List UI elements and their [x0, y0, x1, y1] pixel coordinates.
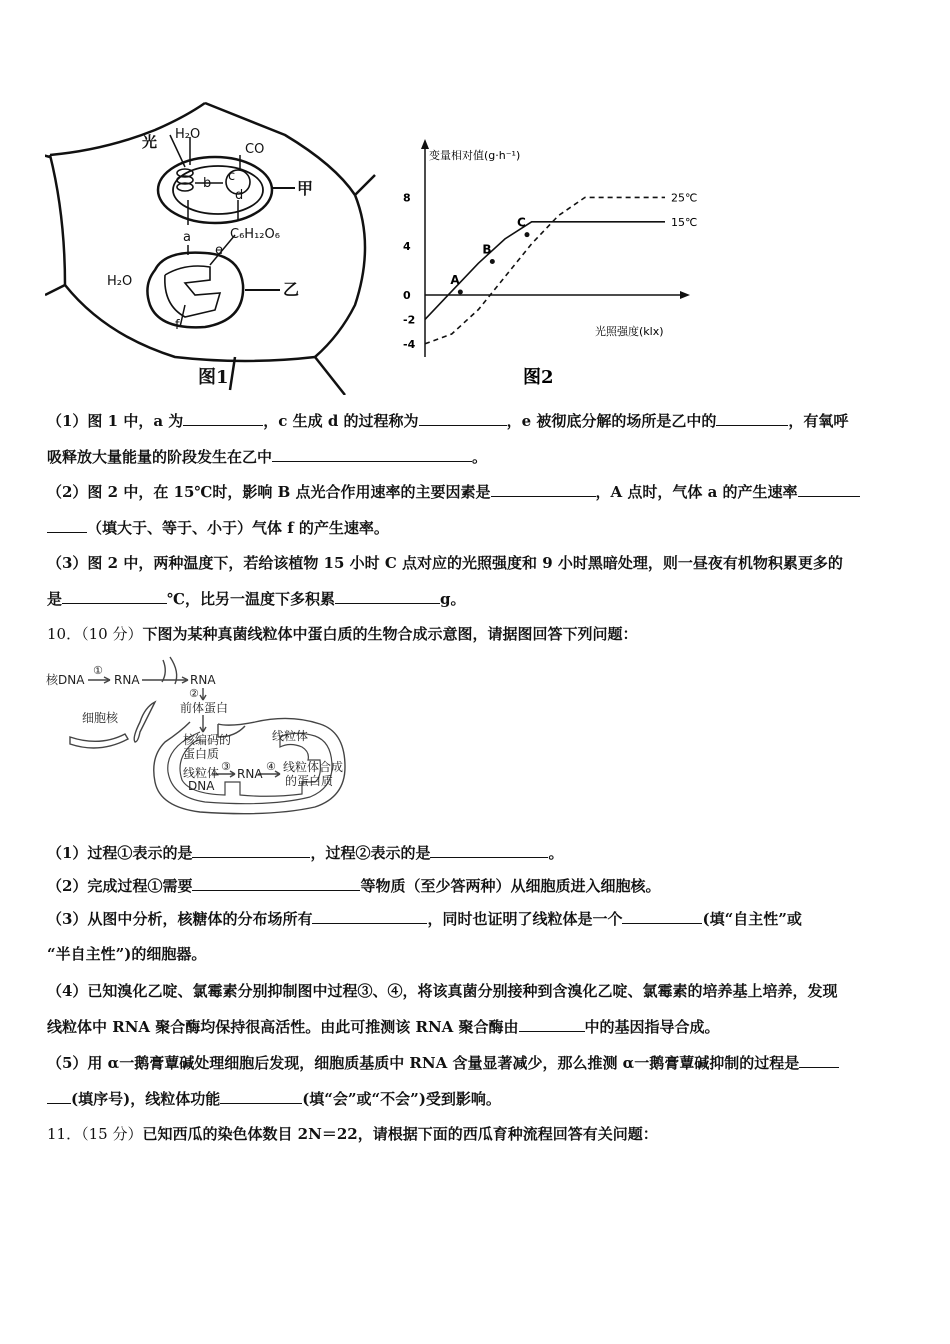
blank-q9-e-site[interactable] [716, 411, 788, 426]
q10-line-1 [47, 843, 563, 863]
q10-diagram-step4: ④ [266, 760, 276, 773]
q10-l1-text-b: ，过程②表示的是 [310, 844, 431, 862]
q10-line-3 [47, 909, 802, 929]
fig2-series-line [425, 222, 665, 320]
q9-l2-text-b: 。 [472, 448, 488, 466]
blank-q10-gene-source[interactable] [519, 1017, 585, 1032]
fig2-point-label: A [450, 273, 460, 288]
q10-l1-text-a: （1）过程①表示的是 [47, 844, 193, 862]
fig2-chart [403, 139, 697, 388]
q9-line-3 [47, 482, 860, 502]
fig2-ytick-label: 0 [403, 289, 411, 302]
fig1-label-c: c [228, 169, 236, 184]
blank-q9-rate-compare-part1[interactable] [798, 482, 860, 497]
fig1-label-water-left: H₂O [107, 274, 133, 289]
q11-prompt: 已知西瓜的染色体数目 2N＝22，请根据下面的西瓜育种流程回答有关问题： [142, 1125, 658, 1143]
q10-diagram-svg [40, 652, 370, 822]
blank-q9-cd-process[interactable] [419, 411, 507, 426]
blank-q10-ribosome-sites[interactable] [312, 909, 427, 924]
blank-q10-autonomy[interactable] [622, 909, 702, 924]
fig2-ytick-label: -4 [403, 337, 416, 351]
fig1-cell-diagram [45, 103, 375, 395]
fig2-point-label: B [482, 242, 492, 257]
figure-svg [45, 95, 710, 395]
q10-prompt: 下图为某种真菌线粒体中蛋白质的生物合成示意图，请据图回答下列问题： [142, 625, 638, 643]
q10-diagram-mtdna-2: DNA [188, 779, 215, 793]
q10-l8-text-b: (填“会”或“不会”)受到影响。 [302, 1090, 501, 1108]
q10-diagram-nuclear-dna: 核DNA [46, 673, 85, 687]
fig1-label-a: a [183, 230, 191, 245]
fig2-series-label: 25℃ [671, 191, 698, 205]
q9-line-1 [47, 411, 848, 431]
q10-diagram-step2: ② [189, 687, 199, 700]
q10-diagram-mito-protein-1: 线粒体合成 [283, 760, 344, 774]
q9-l1-text-d: ，有氧呼 [788, 412, 849, 430]
q10-diagram-nuc-encoded-1: 核编码的 [183, 733, 232, 747]
q9-l6-text-a: 是 [47, 590, 63, 608]
fig2-point-marker [490, 259, 495, 264]
q10-number: 10． [47, 625, 82, 643]
fig2-xlabel: 光照强度(klx) [595, 325, 664, 338]
q10-diagram-step1: ① [93, 664, 103, 677]
fig2-series-line [425, 197, 665, 343]
q10-l7-text-a: （5）用 α一鹅膏蕈碱处理细胞后发现，细胞质基质中 RNA 含量显著减少，那么推测 α一鹅膏蕈碱抑制的过程是 [47, 1054, 800, 1072]
figure-block [45, 95, 710, 395]
q9-line-4 [47, 518, 389, 538]
q10-l6-text-a: 线粒体中 RNA 聚合酶均保持很高活性。由此可推测该 RNA 聚合酶由 [47, 1018, 519, 1036]
fig2-ytick-label: 4 [403, 240, 411, 254]
blank-q9-a[interactable] [183, 411, 263, 426]
fig1-label-co2: CO [245, 142, 265, 157]
fig1-label-jia: 甲 [297, 179, 314, 198]
blank-q9-rate-compare-part2[interactable] [47, 518, 87, 533]
fig1-label-b: b [203, 176, 212, 191]
q10-l1-text-c: 。 [548, 844, 564, 862]
q10-l5-text-a: （4）已知溴化乙啶、氯霉素分别抑制图中过程③、④，将该真菌分别接种到含溴化乙啶、氯霉素的培养基上培养，发现 [47, 982, 838, 1000]
q10-heading [47, 624, 637, 644]
q10-diagram-mito: 线粒体 [272, 729, 309, 743]
q9-l1-text-b: ，c 生成 d 的过程称为 [263, 412, 419, 430]
q11-heading [47, 1124, 658, 1144]
q10-diagram-mito-protein-2: 的蛋白质 [285, 774, 334, 788]
q9-l5-text-a: （3）图 2 中，两种温度下，若给该植物 15 小时 C 点对应的光照强度和 9 小时黑暗处理，则一昼夜有机物积累更多的 [47, 554, 843, 572]
fig2-x-axis-arrow [680, 291, 690, 299]
q9-l1-text-c: ，e 被彻底分解的场所是乙中的 [506, 412, 717, 430]
q10-l2-text-b: 等物质（至少答两种）从细胞质进入细胞核。 [360, 877, 661, 895]
fig1-label-f: f [175, 318, 180, 333]
fig1-label-glucose: C₆H₁₂O₆ [230, 227, 280, 242]
q9-l3-text-b: ，A 点时，气体 a 的产生速率 [595, 483, 798, 501]
q10-diagram-nucleus: 细胞核 [82, 711, 119, 725]
blank-q10-inhibited-part2[interactable] [47, 1089, 71, 1104]
q10-diagram-rna1: RNA [114, 673, 140, 687]
q11-score: （15 分） [81, 1125, 143, 1143]
fig2-caption: 图2 [523, 367, 554, 388]
q11-number: 11． [47, 1125, 82, 1143]
q10-l3-text-a: （3）从图中分析，核糖体的分布场所有 [47, 910, 313, 928]
blank-q9-b-factor[interactable] [491, 482, 596, 497]
blank-q9-temperature[interactable] [62, 589, 167, 604]
fig2-ylabel: 变量相对值(g·h⁻¹) [429, 149, 521, 162]
blank-q9-grams[interactable] [335, 589, 440, 604]
q10-diagram [40, 652, 370, 822]
q9-line-6 [47, 589, 466, 609]
blank-q9-aerobic-stage[interactable] [272, 447, 472, 462]
fig1-label-d: d [235, 188, 244, 203]
q9-l3-text-a: （2）图 2 中，在 15℃时，影响 B 点光合作用速率的主要因素是 [47, 483, 491, 501]
q9-line-2 [47, 447, 487, 467]
fig1-label-light: 光 [142, 133, 158, 151]
q10-diagram-mtdna-1: 线粒体 [183, 766, 220, 780]
fig2-ytick-label: -2 [403, 313, 416, 327]
q10-diagram-rna2: RNA [190, 673, 216, 687]
q9-l1-text-a: （1）图 1 中，a 为 [47, 412, 184, 430]
blank-q10-affected[interactable] [220, 1089, 302, 1104]
fig2-point-label: C [517, 215, 526, 230]
q10-diagram-step3: ③ [221, 760, 231, 773]
q10-l3-text-b: ，同时也证明了线粒体是一个 [427, 910, 623, 928]
q10-diagram-rna3: RNA [237, 767, 263, 781]
q9-l6-text-b: ℃，比另一温度下多积累 [167, 590, 335, 608]
q10-diagram-precursor: 前体蛋白 [180, 701, 229, 715]
fig1-label-water-top: H₂O [175, 127, 201, 142]
q10-l8-text-a: (填序号)，线粒体功能 [71, 1090, 221, 1108]
q10-line-8 [47, 1089, 501, 1109]
q10-l4-text-a: “半自主性”)的细胞器。 [47, 945, 207, 963]
q10-line-4 [47, 944, 206, 964]
q10-l3-text-c: (填“自主性”或 [702, 910, 802, 928]
blank-q10-process2[interactable] [430, 843, 548, 858]
q10-line-5 [47, 981, 837, 1001]
q9-line-5 [47, 553, 843, 573]
q10-diagram-nuc-encoded-2: 蛋白质 [183, 747, 220, 761]
fig1-caption: 图1 [198, 367, 229, 388]
fig2-point-marker [525, 232, 530, 237]
q10-line-7 [47, 1053, 839, 1073]
q10-l6-text-b: 中的基因指导合成。 [584, 1018, 720, 1036]
blank-q10-inhibited-part1[interactable] [799, 1053, 839, 1068]
q10-l2-text-a: （2）完成过程①需要 [47, 877, 193, 895]
blank-q10-process1[interactable] [192, 843, 310, 858]
fig1-label-e: e [215, 243, 223, 258]
q10-score: （10 分） [81, 625, 143, 643]
fig2-ytick-label: 8 [403, 191, 411, 205]
blank-q10-substances[interactable] [192, 876, 360, 891]
q9-l6-text-c: g。 [440, 590, 466, 608]
fig2-series-label: 15℃ [671, 215, 698, 229]
q9-l4-text-a: （填大于、等于、小于）气体 f 的产生速率。 [87, 519, 389, 537]
fig2-y-axis-arrow [421, 139, 429, 149]
fig2-point-marker [458, 290, 463, 295]
fig1-label-yi: 乙 [283, 280, 300, 299]
q10-line-2 [47, 876, 660, 896]
q9-l2-text-a: 吸释放大量能量的阶段发生在乙中 [47, 448, 273, 466]
q10-line-6 [47, 1017, 720, 1037]
